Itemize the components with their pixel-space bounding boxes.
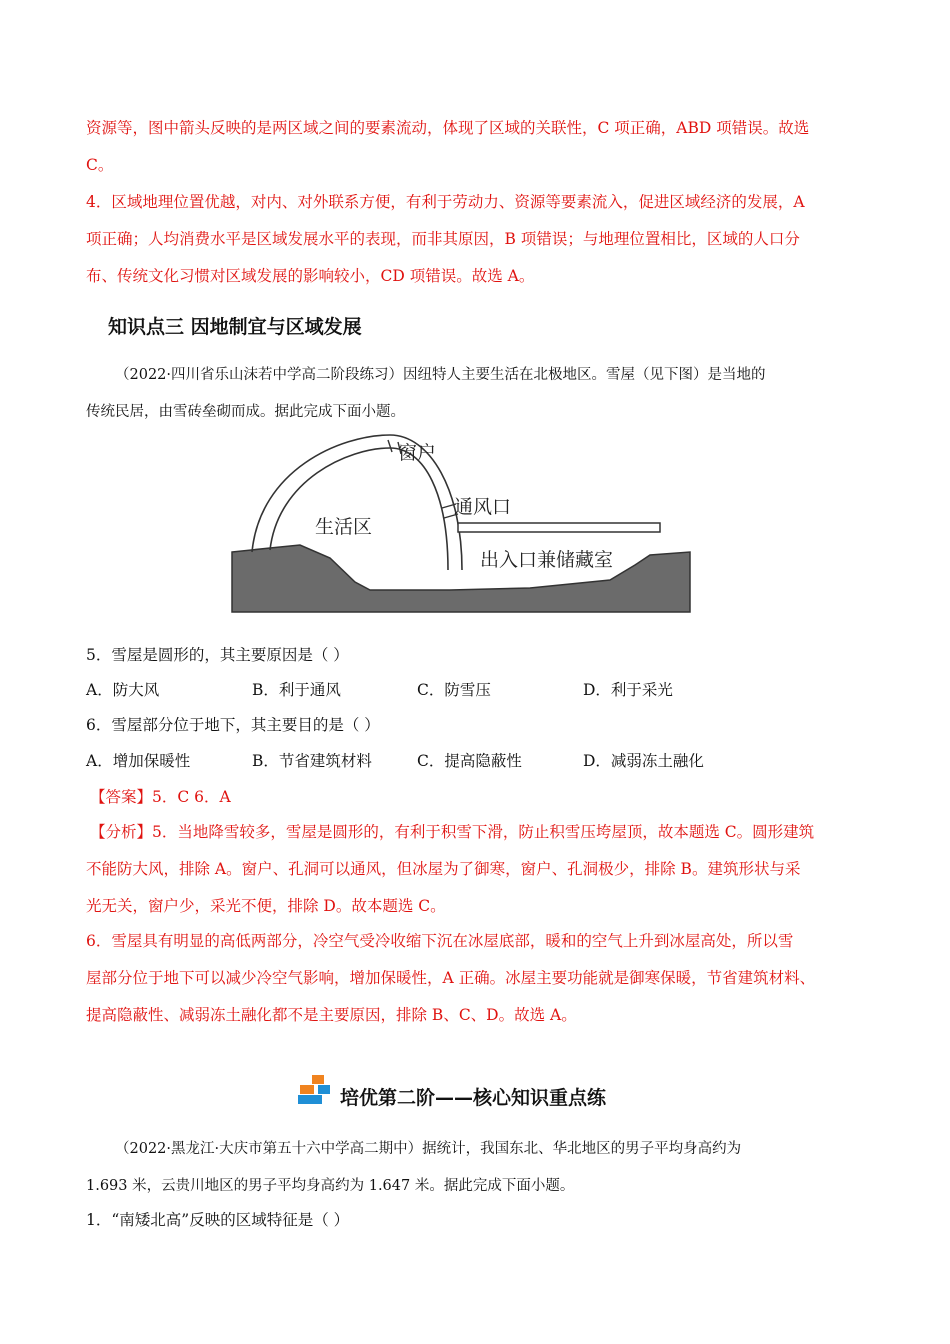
- q6-option-c: C．提高隐蔽性: [417, 752, 522, 770]
- stage-icon: [298, 1075, 332, 1105]
- label-living-area: 生活区: [315, 516, 373, 538]
- question-1: 1．“南矮北高”反映的区域特征是（ ）: [86, 1211, 350, 1229]
- snow-house-figure: [230, 430, 730, 615]
- stage2-intro-line1: （2022·黑龙江·大庆市第五十六中学高二期中）据统计，我国东北、华北地区的男子平均身高约为: [115, 1141, 742, 1157]
- label-vent: 通风口: [454, 496, 512, 518]
- analysis-6-line2: 屋部分位于地下可以减少冷空气影响，增加保暖性，A 正确。冰屋主要功能就是御寒保暖，节省建筑材料、: [86, 969, 816, 987]
- analysis-6-line3: 提高隐蔽性、减弱冻土融化都不是主要原因，排除 B、C、D。故选 A。: [86, 1006, 577, 1024]
- analysis-q4-line3: 布、传统文化习惯对区域发展的影响较小，CD 项错误。故选 A。: [86, 267, 535, 285]
- analysis-5-line1: 【分析】5．当地降雪较多，雪屋是圆形的，有利于积雪下滑，防止积雪压垮屋顶，故本题选 C。圆形建筑: [90, 823, 815, 841]
- window-mark-a: [388, 440, 392, 452]
- section-intro-line1: （2022·四川省乐山沫若中学高二阶段练习）因纽特人主要生活在北极地区。雪屋（见下图）是当地的: [115, 367, 766, 383]
- analysis-prev-line2: C。: [86, 156, 114, 174]
- q5-option-b: B．利于通风: [252, 681, 341, 699]
- q6-option-d: D．减弱冻土融化: [583, 752, 704, 770]
- analysis-5-line3: 光无关，窗户少，采光不便，排除 D。故本题选 C。: [86, 897, 446, 915]
- stage-icon-orange-mid: [300, 1085, 314, 1094]
- section-intro-line2: 传统民居，由雪砖垒砌而成。据此完成下面小题。: [86, 404, 405, 420]
- analysis-6-line1: 6．雪屋具有明显的高低两部分，冷空气受冷收缩下沉在冰屋底部，暖和的空气上升到冰屋高处，所以雪: [86, 932, 794, 950]
- question-5: 5．雪屋是圆形的，其主要原因是（ ）: [86, 646, 349, 664]
- q5-option-a: A．防大风: [86, 681, 160, 699]
- q6-option-b: B．节省建筑材料: [252, 752, 372, 770]
- label-window: 窗户: [398, 442, 437, 464]
- stage2-title: 培优第二阶——核心知识重点练: [340, 1087, 607, 1109]
- stage2-intro-line2: 1.693 米，云贵川地区的男子平均身高约为 1.647 米。据此完成下面小题。: [86, 1178, 575, 1194]
- analysis-q4-line2: 项正确；人均消费水平是区域发展水平的表现，而非其原因，B 项错误；与地理位置相比，区域的人口分: [86, 230, 800, 248]
- q6-option-a: A．增加保暖性: [86, 752, 191, 770]
- q5-option-c: C．防雪压: [417, 681, 491, 699]
- analysis-prev-line1: 资源等，图中箭头反映的是两区域之间的要素流动，体现了区域的关联性，C 项正确，ABD 项错误。故选: [86, 119, 810, 137]
- stage-icon-blue-mid: [318, 1085, 330, 1094]
- analysis-5-line2: 不能防大风，排除 A。窗户、孔洞可以通风，但冰屋为了御寒，窗户、孔洞极少，排除 B。建筑形状与采: [86, 860, 801, 878]
- question-6: 6．雪屋部分位于地下，其主要目的是（ ）: [86, 716, 380, 734]
- label-entrance-storage: 出入口兼储藏室: [480, 549, 614, 571]
- stage-icon-orange-top: [312, 1075, 324, 1084]
- section-title: 知识点三 因地制宜与区域发展: [108, 316, 362, 338]
- entrance-tunnel: [458, 523, 660, 532]
- snow-house-diagram: [230, 430, 730, 615]
- analysis-q4-line1: 4．区域地理位置优越，对内、对外联系方便，有利于劳动力、资源等要素流入，促进区域经济的发展，A: [86, 193, 805, 211]
- q5-option-d: D．利于采光: [583, 681, 673, 699]
- stage-icon-blue: [298, 1095, 322, 1104]
- answer-line: 【答案】5．C 6．A: [90, 788, 231, 806]
